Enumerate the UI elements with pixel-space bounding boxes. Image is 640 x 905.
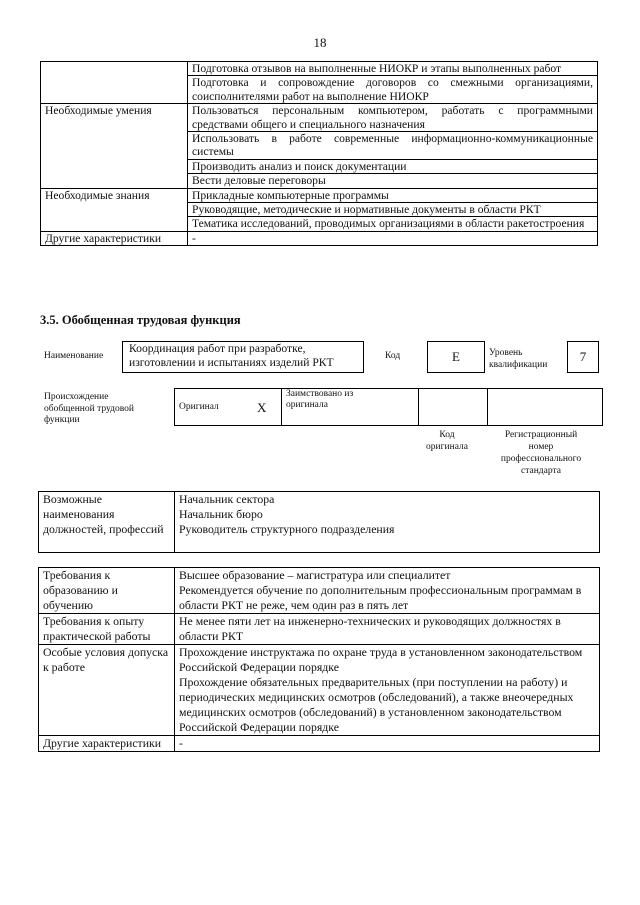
level-label <box>489 347 547 371</box>
reg-number-caption <box>485 429 597 477</box>
page-number: 18 <box>313 35 327 50</box>
position-item: Начальник бюро <box>179 507 263 521</box>
row-value: Использовать в работе современные информационно-коммуникационные системы <box>188 132 598 160</box>
other-label: Другие характеристики <box>41 231 188 245</box>
name-label: Наименование <box>44 351 104 361</box>
table-row <box>39 614 600 645</box>
row-label <box>41 62 188 104</box>
row-value: Пользоваться персональным компьютером, работать с программными средствами общего и специального назначения <box>188 104 598 132</box>
table-row <box>41 104 598 132</box>
admission-value: Прохождение инструктажа по охране труда в установленном законодательством Российской Федерации порядке Прохождение обязательных предварительных (при поступлении на работу) и периодических медицинских осмотров (обследований), а также внеочередных медицинских осмотров (обследований) в установленном законодательством Российской Федерации порядке <box>175 645 600 736</box>
positions-values <box>175 492 600 553</box>
skills-label: Необходимые умения <box>41 104 188 188</box>
code-original-line1: Код <box>439 430 455 440</box>
origin-label-line2: обобщенной трудовой <box>44 403 134 414</box>
code-value: E <box>427 341 485 373</box>
function-name-box <box>122 341 364 373</box>
function-name-line2: изготовлении и испытаниях изделий РКТ <box>129 356 334 369</box>
borrowed-label <box>282 389 419 426</box>
code-original-caption <box>412 429 482 453</box>
borrowed-label-line2: оригинала <box>286 400 328 410</box>
level-label-line1: Уровень <box>489 348 523 358</box>
function-name-line1: Координация работ при разработке, <box>129 342 306 355</box>
row-value: Подготовка и сопровождение договоров со смежными организациями, соисполнителями работ на выполнение НИОКР <box>188 76 598 104</box>
skills-knowledge-table <box>40 61 598 246</box>
requirements-table <box>38 567 600 752</box>
section-title: 3.5. Обобщенная трудовая функция <box>40 313 241 327</box>
row-value: Вести деловые переговоры <box>188 174 598 188</box>
table-row <box>41 231 598 245</box>
reg-number-line1: Регистрационный <box>504 430 578 440</box>
code-original-line2: оригинала <box>426 442 468 452</box>
table-row <box>41 62 598 76</box>
experience-label: Требования к опыту практической работы <box>39 614 175 645</box>
reg-number-line2: номер <box>528 442 554 452</box>
code-original-cell <box>419 389 488 426</box>
education-label: Требования к образованию и обучению <box>39 568 175 614</box>
positions-table <box>38 491 600 553</box>
experience-value: Не менее пяти лет на инженерно-технических и руководящих должностях в области РКТ <box>175 614 600 645</box>
knowledge-label: Необходимые знания <box>41 188 188 231</box>
table-row <box>39 568 600 614</box>
positions-label: Возможные наименования должностей, профессий <box>39 492 175 553</box>
position-item: Руководитель структурного подразделения <box>179 522 395 536</box>
row-value: - <box>188 231 598 245</box>
original-mark: X <box>253 389 282 426</box>
row-value: Руководящие, методические и нормативные документы в области РКТ <box>188 203 598 217</box>
level-label-line2: квалификации <box>489 360 548 370</box>
other-characteristics-value: - <box>175 736 600 752</box>
row-value: Прикладные компьютерные программы <box>188 188 598 202</box>
table-row <box>41 188 598 202</box>
education-value: Высшее образование – магистратура или специалитет Рекомендуется обучение по дополнительным профессиональным программам в области РКТ не реже, чем один раз в пять лет <box>175 568 600 614</box>
row-value: Подготовка отзывов на выполненные НИОКР и этапы выполненных работ <box>188 62 598 76</box>
origin-table <box>174 388 603 426</box>
table-row <box>39 736 600 752</box>
row-value: Тематика исследований, проводимых организациями в области ракетостроения <box>188 217 598 231</box>
origin-label <box>44 392 134 427</box>
level-value: 7 <box>567 341 599 373</box>
reg-number-line4: стандарта <box>521 466 561 476</box>
reg-number-line3: профессионального <box>500 454 582 464</box>
code-label: Код <box>385 351 401 361</box>
row-value: Производить анализ и поиск документации <box>188 159 598 173</box>
original-label: Оригинал <box>175 389 254 426</box>
borrowed-label-line1: Заимствовано из <box>286 389 354 399</box>
reg-number-cell <box>488 389 603 426</box>
admission-label: Особые условия допуска к работе <box>39 645 175 736</box>
table-row <box>39 645 600 736</box>
origin-label-line1: Происхождение <box>44 392 109 402</box>
other-characteristics-label: Другие характеристики <box>39 736 175 752</box>
origin-label-line3: функции <box>44 415 80 425</box>
position-item: Начальник сектора <box>179 492 275 506</box>
table-row <box>39 492 600 553</box>
